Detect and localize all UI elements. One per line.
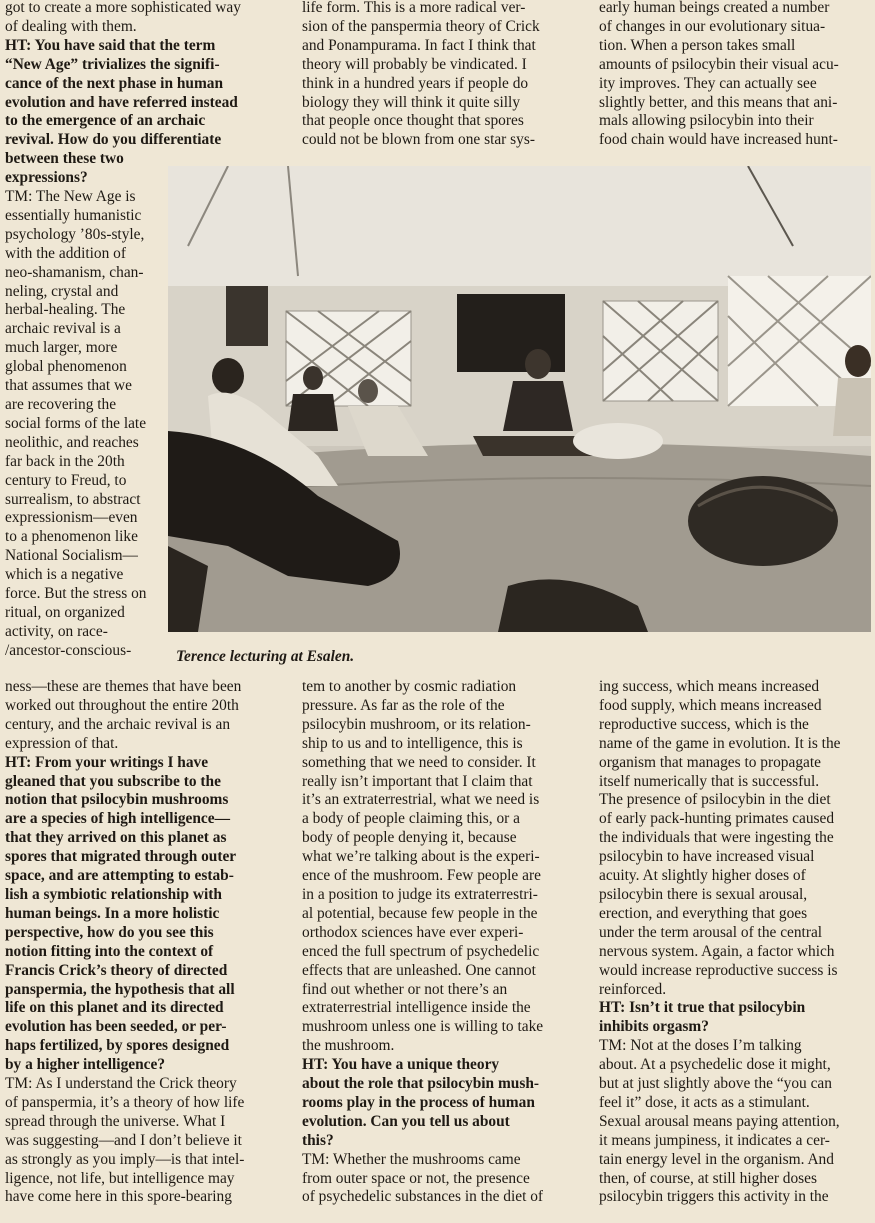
col-bottom-mid-line: tem to another by cosmic radiation bbox=[302, 678, 517, 695]
col-bottom-right-line: reproductive success, which is the bbox=[599, 715, 809, 733]
column-bottom-middle bbox=[302, 678, 594, 1207]
col-bottom-mid-line: ship to us and to intelligence, this is bbox=[302, 734, 523, 752]
col-bottom-mid-line: TM: Whether the mushrooms came bbox=[302, 1150, 521, 1168]
col-bottom-left-line: evolution has been seeded, or per- bbox=[5, 1018, 227, 1036]
col-bottom-mid-line: this? bbox=[302, 1131, 334, 1149]
col-bottom-mid-line: body of people denying it, because bbox=[302, 829, 517, 847]
col-top-left-line: evolution and have referred instead bbox=[5, 93, 238, 111]
col-narrow-line: to a phenomenon like bbox=[5, 528, 138, 546]
col-bottom-left-line: was suggesting—and I don’t believe it bbox=[5, 1131, 242, 1149]
col-narrow-line: which is a negative bbox=[5, 566, 124, 584]
col-bottom-left-line: by a higher intelligence? bbox=[5, 1056, 166, 1074]
col-top-right-line: tion. When a person takes small bbox=[599, 36, 796, 54]
col-bottom-right-line: nervous system. Again, a factor which bbox=[599, 942, 835, 960]
col-top-right-line: slightly better, and this means that ani- bbox=[599, 93, 838, 111]
col-bottom-left-line: spread through the universe. What I bbox=[5, 1112, 226, 1130]
column-narrow-left bbox=[5, 188, 170, 661]
col-bottom-right-line: psilocybin to have increased visual bbox=[599, 848, 815, 866]
col-top-right-line: ity improves. They can actually see bbox=[599, 74, 817, 92]
col-bottom-left-line: century, and the archaic revival is an bbox=[5, 715, 231, 733]
col-bottom-right-line: then, of course, at still higher doses bbox=[599, 1169, 817, 1187]
col-narrow-line: much larger, more bbox=[5, 339, 118, 357]
col-top-mid-line: and Ponampurama. In fact I think that bbox=[302, 36, 536, 54]
col-bottom-left-line: ness—these are themes that have been bbox=[5, 678, 242, 695]
col-top-right-line: amounts of psilocybin their visual acu- bbox=[599, 55, 839, 73]
col-bottom-right-line: name of the game in evolution. It is the bbox=[599, 734, 841, 752]
col-narrow-line: /ancestor-conscious- bbox=[5, 641, 132, 659]
col-bottom-mid-line: it’s an extraterrestrial, what we need is bbox=[302, 791, 540, 809]
col-bottom-left-line: space, and are attempting to estab- bbox=[5, 867, 234, 885]
col-top-left-line: revival. How do you differentiate bbox=[5, 131, 222, 149]
col-bottom-mid-line: the mushroom. bbox=[302, 1037, 395, 1055]
col-bottom-left-line: are a species of high intelligence— bbox=[5, 810, 230, 828]
col-top-left-line: HT: You have said that the term bbox=[5, 36, 216, 54]
col-bottom-right-line: tain energy level in the organism. And bbox=[599, 1150, 834, 1168]
col-bottom-mid-line: orthodox sciences have ever experi- bbox=[302, 923, 524, 941]
col-top-left-line: got to create a more sophisticated way bbox=[5, 0, 241, 16]
column-top-middle bbox=[302, 0, 592, 150]
col-narrow-line: force. But the stress on bbox=[5, 585, 147, 603]
col-top-left-line: between these two bbox=[5, 150, 124, 168]
col-top-right-line: food chain would have increased hunt- bbox=[599, 131, 838, 149]
col-bottom-mid-line: a body of people claiming this, or a bbox=[302, 810, 520, 828]
col-bottom-left-line: notion that psilocybin mushrooms bbox=[5, 791, 229, 809]
col-bottom-right-line: erection, and everything that goes bbox=[599, 904, 808, 922]
col-bottom-mid-line: something that we need to consider. It bbox=[302, 753, 536, 771]
col-bottom-right-line: food supply, which means increased bbox=[599, 696, 822, 714]
col-bottom-right-line: psilocybin there is sexual arousal, bbox=[599, 885, 808, 903]
col-bottom-left-line: gleaned that you subscribe to the bbox=[5, 772, 221, 790]
col-bottom-left-line: have come here in this spore-bearing bbox=[5, 1188, 232, 1206]
col-bottom-mid-line: psilocybin mushroom, or its relation- bbox=[302, 715, 531, 733]
col-bottom-mid-line: HT: You have a unique theory bbox=[302, 1056, 500, 1074]
column-bottom-right bbox=[599, 678, 875, 1207]
col-bottom-left-line: panspermia, the hypothesis that all bbox=[5, 980, 235, 998]
col-bottom-left-line: human beings. In a more holistic bbox=[5, 904, 220, 922]
col-bottom-right-line: acuity. At slightly higher doses of bbox=[599, 867, 806, 885]
col-narrow-line: herbal-healing. The bbox=[5, 301, 126, 319]
col-bottom-right-line: it means jumpiness, it indicates a cer- bbox=[599, 1131, 830, 1149]
col-top-left-line: “New Age” trivializes the signifi- bbox=[5, 55, 220, 73]
col-narrow-line: activity, on race- bbox=[5, 622, 108, 640]
col-top-right-line: early human beings created a number bbox=[599, 0, 830, 16]
col-narrow-line: are recovering the bbox=[5, 395, 117, 413]
col-narrow-line: neo-shamanism, chan- bbox=[5, 263, 144, 281]
col-narrow-line: ritual, on organized bbox=[5, 603, 125, 621]
col-bottom-left-line: haps fertilized, by spores designed bbox=[5, 1037, 230, 1055]
col-bottom-mid-line: in a position to judge its extraterrestri- bbox=[302, 885, 538, 903]
col-bottom-mid-line: from outer space or not, the presence bbox=[302, 1169, 530, 1187]
col-bottom-right-line: of early pack-hunting primates caused bbox=[599, 810, 835, 828]
col-bottom-left-line: TM: As I understand the Crick theory bbox=[5, 1075, 237, 1093]
col-top-left-line: expressions? bbox=[5, 169, 88, 187]
col-bottom-right-line: about. At a psychedelic dose it might, bbox=[599, 1056, 831, 1074]
col-bottom-right-line: Sexual arousal means paying attention, bbox=[599, 1112, 840, 1130]
col-top-mid-line: could not be blown from one star sys- bbox=[302, 131, 535, 149]
col-bottom-left-line: life on this planet and its directed bbox=[5, 999, 224, 1017]
col-narrow-line: that assumes that we bbox=[5, 377, 132, 395]
col-narrow-line: essentially humanistic bbox=[5, 206, 142, 224]
col-narrow-line: TM: The New Age is bbox=[5, 188, 136, 205]
col-bottom-left-line: ligence, not life, but intelligence may bbox=[5, 1169, 235, 1187]
photo-caption: Terence lecturing at Esalen. bbox=[176, 648, 355, 665]
col-top-mid-line: think in a hundred years if people do bbox=[302, 74, 529, 92]
col-bottom-left-line: HT: From your writings I have bbox=[5, 753, 209, 771]
column-top-left bbox=[5, 0, 305, 188]
column-bottom-left bbox=[5, 678, 300, 1207]
photo-illustration bbox=[168, 166, 871, 632]
col-bottom-mid-line: rooms play in the process of human bbox=[302, 1093, 535, 1111]
col-narrow-line: National Socialism— bbox=[5, 547, 138, 565]
col-top-left-line: of dealing with them. bbox=[5, 17, 137, 35]
col-bottom-right-line: psilocybin triggers this activity in the bbox=[599, 1188, 829, 1206]
col-narrow-line: neling, crystal and bbox=[5, 282, 119, 300]
col-narrow-line: far back in the 20th bbox=[5, 452, 125, 470]
col-narrow-line: social forms of the late bbox=[5, 414, 147, 432]
col-narrow-line: neolithic, and reaches bbox=[5, 433, 139, 451]
col-bottom-left-line: that they arrived on this planet as bbox=[5, 829, 227, 847]
col-bottom-left-line: spores that migrated through outer bbox=[5, 848, 237, 866]
col-bottom-right-line: but at just slightly above the “you can bbox=[599, 1075, 832, 1093]
col-bottom-mid-line: mushroom unless one is willing to take bbox=[302, 1018, 544, 1036]
col-bottom-mid-line: ence of the mushroom. Few people are bbox=[302, 867, 541, 885]
col-top-mid-line: life form. This is a more radical ver- bbox=[302, 0, 526, 16]
col-bottom-right-line: itself numerically that is successful. bbox=[599, 772, 820, 790]
col-bottom-left-line: worked out throughout the entire 20th bbox=[5, 696, 239, 714]
col-bottom-right-line: TM: Not at the doses I’m talking bbox=[599, 1037, 802, 1055]
col-bottom-mid-line: pressure. As far as the role of the bbox=[302, 696, 505, 714]
col-bottom-right-line: organism that manages to propagate bbox=[599, 753, 821, 771]
col-top-mid-line: theory will probably be vindicated. I bbox=[302, 55, 527, 73]
col-bottom-left-line: lish a symbiotic relationship with bbox=[5, 885, 222, 903]
photo-lecture-yurt bbox=[168, 166, 871, 632]
col-top-mid-line: that people once thought that spores bbox=[302, 112, 524, 130]
col-bottom-right-line: inhibits orgasm? bbox=[599, 1018, 709, 1036]
column-top-right bbox=[599, 0, 875, 150]
col-bottom-mid-line: about the role that psilocybin mush- bbox=[302, 1075, 540, 1093]
col-bottom-mid-line: really isn’t important that I claim that bbox=[302, 772, 533, 790]
col-bottom-left-line: of panspermia, it’s a theory of how life bbox=[5, 1093, 245, 1111]
col-top-left-line: cance of the next phase in human bbox=[5, 74, 224, 92]
col-narrow-line: with the addition of bbox=[5, 244, 126, 262]
col-bottom-left-line: perspective, how do you see this bbox=[5, 923, 214, 941]
col-bottom-mid-line: what we’re talking about is the experi- bbox=[302, 848, 540, 866]
col-bottom-mid-line: extraterrestrial intelligence inside the bbox=[302, 999, 531, 1017]
col-bottom-right-line: The presence of psilocybin in the diet bbox=[599, 791, 831, 809]
col-bottom-mid-line: of psychedelic substances in the diet of bbox=[302, 1188, 544, 1206]
col-top-mid-line: sion of the panspermia theory of Crick bbox=[302, 17, 540, 35]
col-bottom-right-line: feel it” dose, it acts as a stimulant. bbox=[599, 1093, 810, 1111]
col-bottom-right-line: reinforced. bbox=[599, 980, 667, 998]
col-narrow-line: archaic revival is a bbox=[5, 320, 121, 338]
col-top-right-line: of changes in our evolutionary situa- bbox=[599, 17, 826, 35]
col-bottom-left-line: Francis Crick’s theory of directed bbox=[5, 961, 228, 979]
col-narrow-line: global phenomenon bbox=[5, 358, 127, 376]
col-bottom-mid-line: find out whether or not there’s an bbox=[302, 980, 508, 998]
col-bottom-left-line: expression of that. bbox=[5, 734, 119, 752]
col-narrow-line: surrealism, to abstract bbox=[5, 490, 141, 508]
col-bottom-right-line: ing success, which means increased bbox=[599, 678, 820, 695]
col-bottom-mid-line: evolution. Can you tell us about bbox=[302, 1112, 510, 1130]
col-top-mid-line: biology they will think it quite silly bbox=[302, 93, 521, 111]
col-bottom-left-line: notion fitting into the context of bbox=[5, 942, 214, 960]
col-top-right-line: mals allowing psilocybin into their bbox=[599, 112, 814, 130]
col-bottom-left-line: as strongly as you imply—is that intel- bbox=[5, 1150, 245, 1168]
col-bottom-right-line: the individuals that were ingesting the bbox=[599, 829, 834, 847]
col-bottom-mid-line: al potential, because few people in the bbox=[302, 904, 538, 922]
col-narrow-line: expressionism—even bbox=[5, 509, 138, 527]
col-top-left-line: to the emergence of an archaic bbox=[5, 112, 206, 130]
col-bottom-right-line: HT: Isn’t it true that psilocybin bbox=[599, 999, 806, 1017]
col-bottom-mid-line: enced the full spectrum of psychedelic bbox=[302, 942, 540, 960]
col-bottom-right-line: under the term arousal of the central bbox=[599, 923, 823, 941]
col-narrow-line: century to Freud, to bbox=[5, 471, 127, 489]
col-narrow-line: psychology ’80s-style, bbox=[5, 225, 145, 243]
col-bottom-mid-line: effects that are unleashed. One cannot bbox=[302, 961, 536, 979]
col-bottom-right-line: would increase reproductive success is bbox=[599, 961, 838, 979]
